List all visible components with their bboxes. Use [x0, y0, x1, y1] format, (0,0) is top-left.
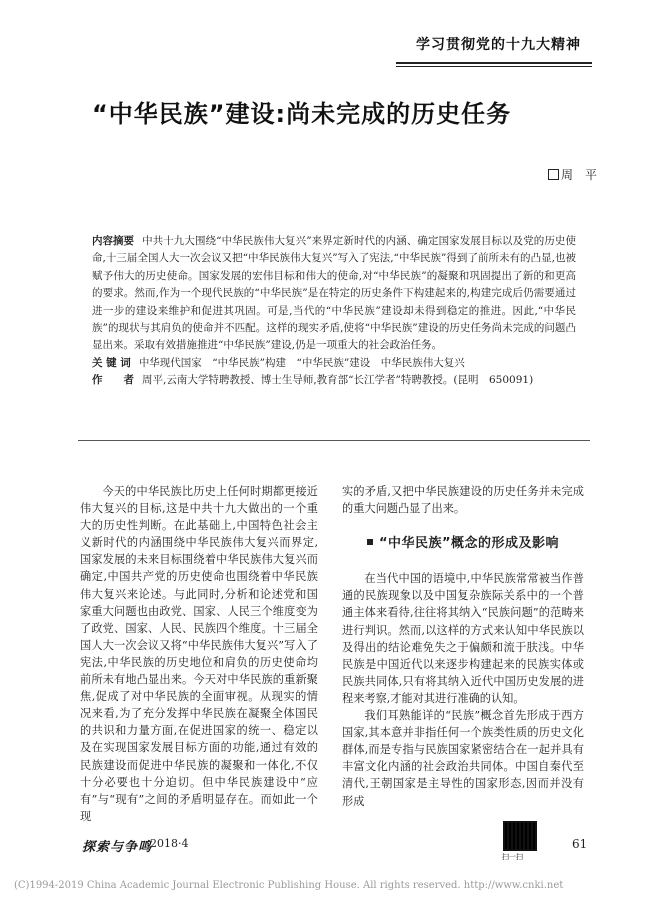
author-name: 周 平 [560, 168, 597, 182]
abstract-block [92, 233, 576, 390]
author-line [548, 166, 597, 183]
header-rule-thin [396, 66, 592, 67]
section-heading [342, 535, 584, 552]
left-column [80, 483, 318, 825]
right-column [342, 483, 584, 810]
header-rule-thick [396, 62, 592, 64]
author-info-label: 作 者 [92, 374, 134, 387]
abstract-label: 内容摘要 [92, 235, 134, 247]
author-square-icon [548, 169, 559, 180]
journal-logo: 探索与争鸣 [82, 840, 153, 855]
body-paragraph: 我们耳熟能详的“民族”概念首先形成于西方国家,其本意并非指任何一个族类性质的历史文化群体,而是专指与民族国家紧密结合在一起并具有丰富文化内涵的社会政治共同体。中国自秦代至清代,王朝国家是主导性的国家形态,因而并没有形成 [342, 709, 584, 808]
abstract-text: 中共十九大围绕“中华民族伟大复兴”来界定新时代的内涵、确定国家发展目标以及党的历史使命,十三届全国人大一次会议又把“中华民族伟大复兴”写入了宪法,“中华民族”得到了前所未有的凸显,也被赋予伟大的历史使命。国家发展的宏伟目标和伟大的使命,对“中华民族”的凝聚和巩固提出了新的和更高的要求。然而,作为一个现代民族的“中华民族”是在特定的历史条件下构建起来的,构建完成后仍需要通过进一步的建设来维护和促进其巩固。可是,当代的“中华民族”建设却未得到稳定的推进。因此,“中华民族”的现状与其肩负的使命并不匹配。这样的现实矛盾,使将“中华民族”建设的历史任务尚未完成的问题凸显出来。采取有效措施推进“中华民族”建设,仍是一项重大的社会政治任务。 [92, 235, 576, 352]
author-info-text: 周平,云南大学特聘教授、博士生导师,教育部“长江学者”特聘教授。(昆明 650091) [142, 374, 534, 387]
page-number: 61 [572, 837, 588, 851]
column-tag: 学习贯彻党的十九大精神 [416, 37, 581, 53]
keywords-line [92, 355, 576, 372]
keywords-text: 中华现代国家 “中华民族”构建 “中华民族”建设 中华民族伟大复兴 [138, 356, 465, 369]
keywords-label: 关 键 词 [92, 356, 131, 369]
article-title: “中华民族”建设:尚未完成的历史任务 [92, 100, 512, 128]
body-paragraph-continuation: 实的矛盾,又把中华民族建设的历史任务并未完成的重大问题凸显了出来。 [342, 485, 584, 516]
qr-caption: 扫一扫 [502, 853, 523, 861]
copyright-watermark: (C)1994-2019 China Academic Journal Electronic Publishing House. All rights reserved. http://www.cnki.net [14, 880, 564, 891]
body-paragraph: 今天的中华民族比历史上任何时期都更接近伟大复兴的目标,这是中共十九大做出的一个重大的历史性判断。在此基础上,中国特色社会主义新时代的内涵围绕中华民族伟大复兴而界定,国家发展的未来目标围绕着中华民族伟大复兴而确定,中国共产党的历史使命也围绕着中华民族伟大复兴来论述。与此同时,分析和论述党和国家重大问题也由政党、国家、人民三个维度变为了政党、国家、人民、民族四个维度。十三届全国人大一次会议又将“中华民族伟大复兴”写入了宪法,中华民族的历史地位和肩负的历史使命均前所未有地凸显出来。今天对中华民族的重新聚焦,促成了对中华民族的全面审视。从现实的情况来看,为了充分发挥中华民族在凝聚全体国民的共识和力量方面,在促进国家的统一、稳定以及在实现国家发展目标方面的功能,通过有效的民族建设而促进中华民族的凝聚和一体化,不仅十分必要也十分迫切。但中华民族建设中“应有”与“现有”之间的矛盾明显存在。而如此一个现 [80, 485, 318, 823]
section-heading-text: “中华民族”概念的形成及影响 [378, 536, 560, 552]
issue-number: 2018·4 [150, 837, 189, 850]
body-paragraph: 在当代中国的语境中,中华民族常常被当作普通的民族现象以及中国复杂族际关系中的一个普通主体来看待,往往将其纳入“民族问题”的范畴来进行判识。然而,以这样的方式来认知中华民族以及得出的结论难免失之于偏颇和流于肤浅。中华民族是中国近代以来逐步构建起来的民族实体或民族共同体,只有将其纳入近代中国历史发展的进程来考察,才能对其进行准确的认知。 [342, 572, 584, 705]
heading-square-icon [367, 539, 373, 545]
abstract-paragraph [92, 233, 576, 355]
qr-code-icon [505, 823, 535, 849]
abstract-separator [78, 440, 590, 441]
author-info-line [92, 372, 576, 389]
